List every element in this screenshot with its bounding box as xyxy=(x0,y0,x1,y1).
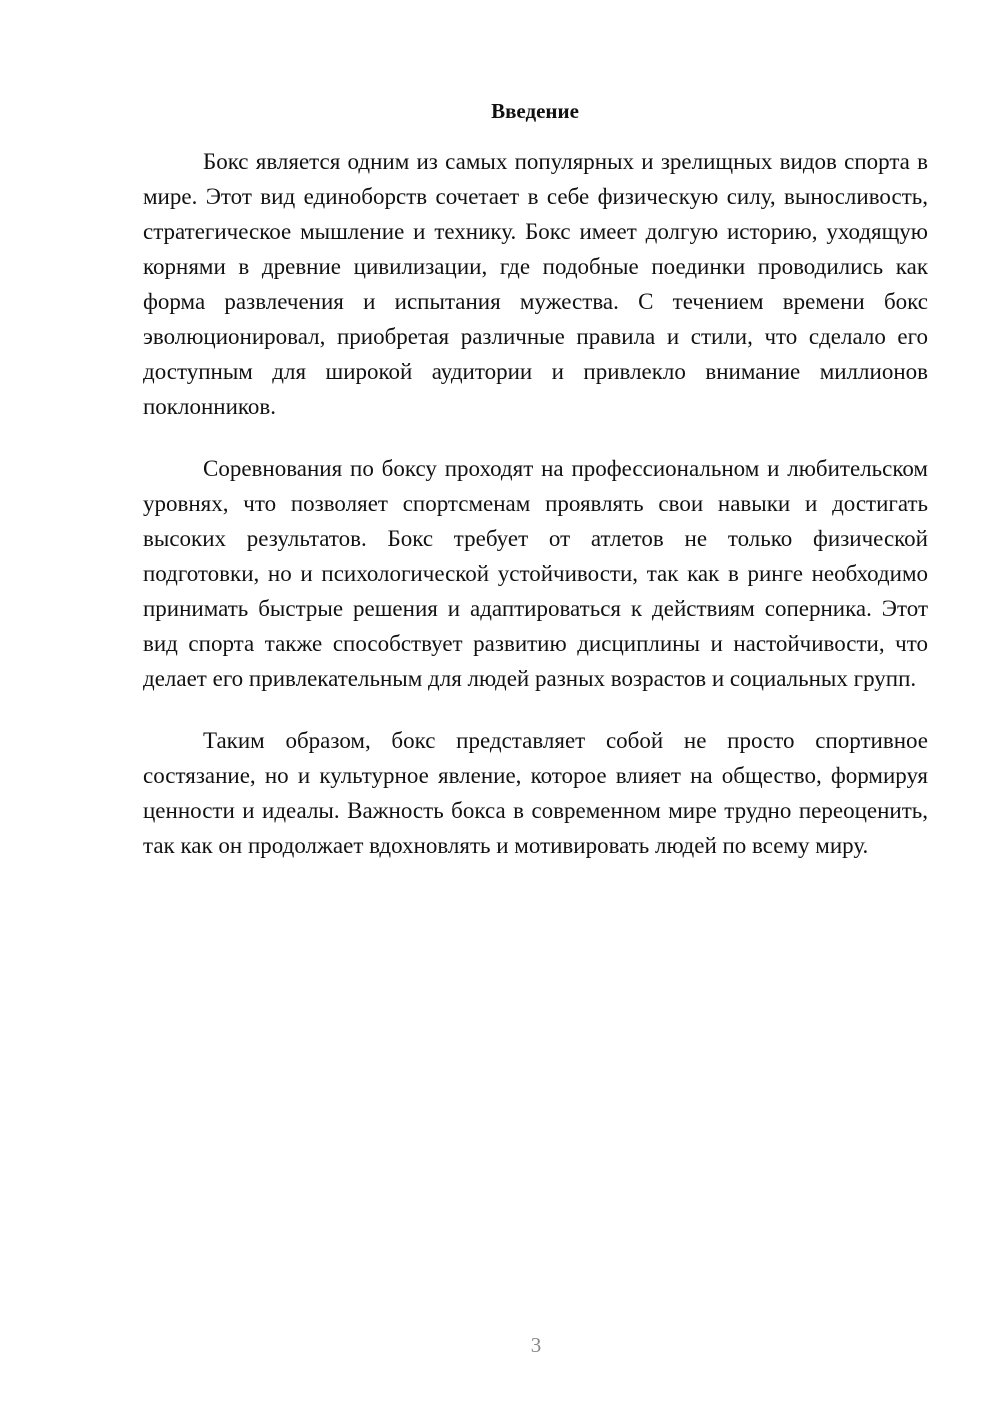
section-title: Введение xyxy=(491,99,579,123)
paragraph-1: Бокс является одним из самых популярных и зрелищных видов спорта в мире. Этот вид единоборств сочетает в себе физическую силу, выносливость, стратегическое мышление и технику. Бокс имеет долгую историю, уходящую корнями в древние цивилизации, где подобные поединки проводились как форма развлечения и испытания мужества. С течением времени бокс эволюционировал, приобретая различные правила и стили, что сделало его доступным для широкой аудитории и привлекло внимание миллионов поклонников. xyxy=(143,149,928,419)
paragraph-3: Таким образом, бокс представляет собой не просто спортивное состязание, но и культурное явление, которое влияет на общество, формируя ценности и идеалы. Важность бокса в современном мире трудно переоценить, так как он продолжает вдохновлять и мотивировать людей по всему миру. xyxy=(143,728,928,858)
paragraph-2: Соревнования по боксу проходят на профессиональном и любительском уровнях, что позволяет спортсменам проявлять свои навыки и достигать высоких результатов. Бокс требует от атлетов не только физической подготовки, но и психологической устойчивости, так как в ринге необходимо принимать быстрые решения и адаптироваться к действиям соперника. Этот вид спорта также способствует развитию дисциплины и настойчивости, что делает его привлекательным для людей разных возрастов и социальных групп. xyxy=(143,456,928,691)
page-number: 3 xyxy=(530,1333,542,1357)
body-text xyxy=(143,144,928,890)
